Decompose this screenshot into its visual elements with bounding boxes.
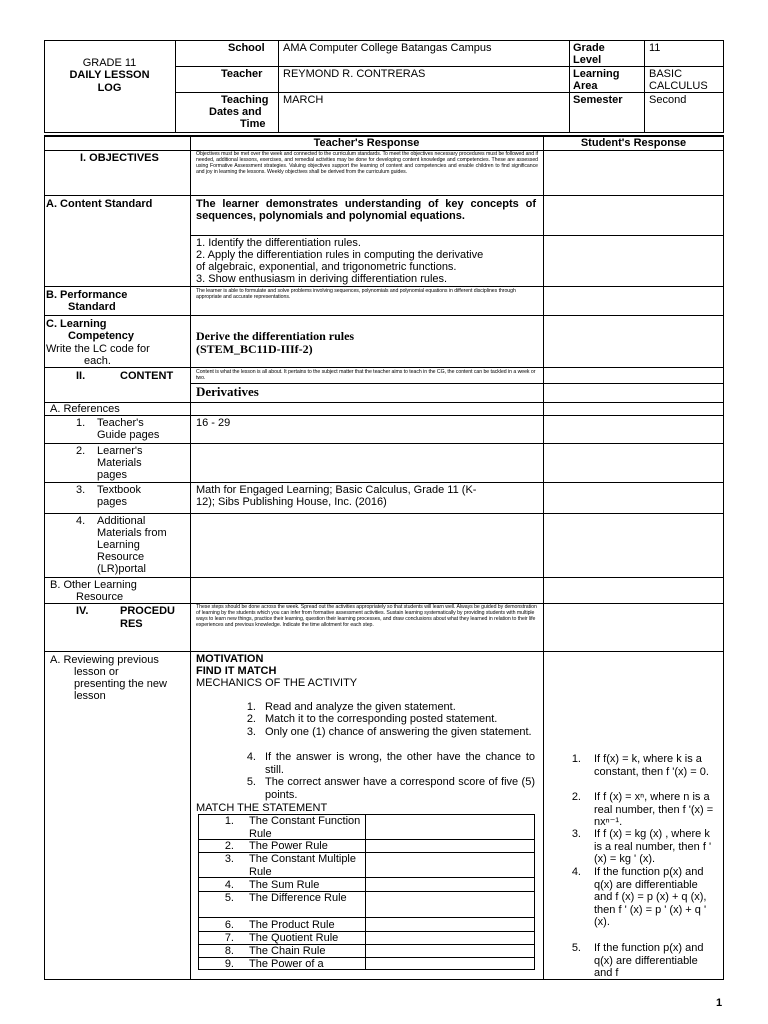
rule-item: The Constant Function Rule: [249, 815, 361, 840]
rule-num-4: 4.: [224, 879, 234, 891]
other-resource-label-1: B. Other Learning: [50, 579, 137, 591]
area-value-2: CALCULUS: [649, 80, 708, 92]
rule-num-7: 7.: [224, 932, 234, 944]
school-label: School: [228, 42, 265, 54]
am-label-2: Materials from: [97, 527, 167, 539]
rule-item: The Constant Multiple Rule: [249, 853, 356, 878]
competency-code: (STEM_BC11D-IIIf-2): [196, 342, 313, 356]
procedures-num: IV.: [76, 605, 89, 617]
rule-item: The Product Rule: [249, 919, 335, 931]
lm-label-3: pages: [97, 469, 127, 481]
am-num: 4.: [76, 515, 86, 527]
school-value: AMA Computer College Batangas Campus: [283, 42, 492, 54]
target-3: of algebraic, exponential, and trigonometric functions.: [196, 261, 457, 273]
rule-item: The Difference Rule: [249, 892, 347, 904]
student-num-1: 1.: [571, 753, 581, 765]
student-num-5: 5.: [571, 942, 581, 954]
tb-value-1: Math for Engaged Learning; Basic Calculus, Grade 11 (K-: [196, 484, 477, 496]
step-num-4: 4.: [246, 751, 256, 763]
am-label-4: Resource: [97, 551, 145, 563]
motivation-heading: MOTIVATION: [196, 653, 264, 665]
teacher-value: REYMOND R. CONTRERAS: [283, 68, 426, 80]
student-item: If f(x) = k, where k is a constant, then f '(x) = 0.: [594, 753, 709, 778]
tb-num: 3.: [76, 484, 86, 496]
target-1: 1. Identify the differentiation rules.: [196, 237, 361, 249]
procedures-label-1: PROCEDU: [120, 605, 176, 617]
find-it-match-heading: FIND IT MATCH: [196, 665, 277, 677]
tb-label-2: pages: [97, 496, 127, 508]
mechanics-step: Read and analyze the given statement.: [265, 701, 456, 713]
dates-value: MARCH: [283, 94, 324, 106]
tg-label-1: Teacher's: [97, 417, 144, 429]
step-num-2: 2.: [246, 713, 256, 725]
tg-label-2: Guide pages: [97, 429, 160, 441]
content-label: CONTENT: [120, 370, 174, 382]
competency-text-1: Derive the differentiation rules: [196, 329, 355, 343]
review-label-3: presenting the new: [74, 678, 167, 690]
procedures-note: These steps should be done across the week. Spread out the activities appropriately so that students will learn well. Always be guided by demonstration of learning by the students which you can infer from formative assessment activities. Sustain learning systematically by providing students with multiple ways to learn new things, practice their learning, question their learning processes, and draw conclusions about what they learned in relation to their life experiences and previous knowledge. Indicate the time allotment for each step.: [196, 604, 537, 629]
student-item: If f (x) = xⁿ, where n is a real number, then f '(x) = nxⁿ⁻¹.: [594, 791, 714, 828]
am-label-3: Learning: [97, 539, 140, 551]
page-number: 1: [716, 997, 723, 1009]
objectives-label: I. OBJECTIVES: [80, 152, 159, 164]
competency-label-2: Competency: [68, 330, 135, 342]
grade-level-value: 11: [649, 42, 661, 54]
grade-level-label-2: Level: [573, 54, 602, 66]
target-4: 3. Show enthusiasm in deriving differentiation rules.: [196, 273, 448, 285]
competency-label-3: Write the LC code for: [46, 343, 150, 355]
review-label-2: lesson or: [74, 666, 119, 678]
rule-item: The Power Rule: [249, 840, 328, 852]
mechanics-step: Match it to the corresponding posted statement.: [265, 713, 498, 725]
content-label-num: II.: [76, 370, 86, 382]
rule-item: The Sum Rule: [249, 879, 320, 891]
mechanics-step: Only one (1) chance of answering the given statement.: [265, 726, 532, 738]
grade-level-label-1: Grade: [573, 42, 605, 54]
references-label: A. References: [50, 403, 120, 415]
log-title-2: LOG: [97, 82, 122, 94]
rule-item: The Chain Rule: [249, 945, 326, 957]
student-response-header: Student's Response: [580, 137, 687, 149]
lm-num: 2.: [76, 445, 86, 457]
rule-item: The Quotient Rule: [249, 932, 339, 944]
student-item: If the function p(x) and q(x) are differentiable and f (x) = p (x) + q (x), then f ' (x) = p ' (x) + q ' (x).: [594, 866, 707, 928]
content-standard-label: A. Content Standard: [46, 198, 153, 210]
rule-num-6: 6.: [224, 919, 234, 931]
dates-label-1: Teaching: [221, 94, 269, 106]
rule-num-1: 1.: [224, 815, 234, 827]
rule-num-3: 3.: [224, 853, 234, 865]
mechanics-step: If the answer is wrong, the other have the chance to still.: [265, 751, 535, 776]
tg-num: 1.: [76, 417, 86, 429]
rule-num-9: 9.: [224, 958, 234, 970]
rule-item: The Power of a: [249, 958, 324, 970]
tb-label-1: Textbook: [97, 484, 142, 496]
performance-text: The learner is able to formulate and solve problems involving sequences, polynomials and polynomial equations in different disciplines through appropriate and accurate representations.: [196, 288, 516, 301]
tg-value: 16 - 29: [196, 417, 231, 429]
procedures-label-2: RES: [120, 618, 143, 630]
dates-label-3: Time: [240, 118, 266, 130]
performance-label-1: B. Performance: [46, 289, 128, 301]
objectives-note: Objectives must be met over the week and connected to the curriculum standards. To meet the objectives necessary procedures must be followed and if needed, additional lessons, exercises, and remedial activities may be done for developing content knowledge and competencies. These are assessed using Formative Assessment strategies. Valuing objectives support the learning of content and competencies and enable children to find significance and joy in learning the lessons. Weekly objectives shall be derived from the curriculum guides.: [196, 151, 538, 176]
content-standard-text: The learner demonstrates understanding of key concepts of sequences, polynomials and polynomial equations.: [196, 198, 536, 222]
student-num-4: 4.: [571, 866, 581, 878]
content-title: Derivatives: [196, 384, 259, 399]
review-label-1: A. Reviewing previous: [50, 654, 159, 666]
lm-label-1: Learner's: [97, 445, 143, 457]
performance-label-2: Standard: [68, 301, 116, 313]
lm-label-2: Materials: [97, 457, 142, 469]
student-num-2: 2.: [571, 791, 581, 803]
competency-label-1: C. Learning: [46, 318, 107, 330]
student-item: If f (x) = kg (x) , where k is a real number, then f ' (x) = kg ' (x).: [594, 828, 712, 865]
match-title: MATCH THE STATEMENT: [196, 802, 328, 814]
rule-num-2: 2.: [224, 840, 234, 852]
mechanics-heading: MECHANICS OF THE ACTIVITY: [196, 677, 358, 689]
semester-value: Second: [649, 94, 687, 106]
log-title-1: DAILY LESSON: [69, 69, 150, 81]
review-label-4: lesson: [74, 690, 106, 702]
mechanics-step: The correct answer have a correspond score of five (5) points.: [265, 776, 535, 801]
rule-num-8: 8.: [224, 945, 234, 957]
am-label-1: Additional: [97, 515, 146, 527]
teacher-label: Teacher: [221, 68, 263, 80]
area-label-2: Area: [573, 80, 598, 92]
step-num-5: 5.: [246, 776, 256, 788]
content-note: Content is what the lesson is all about. It pertains to the subject matter that the teacher aims to teach in the CG, the content can be tackled in a week or two.: [196, 369, 536, 382]
target-2: 2. Apply the differentiation rules in computing the derivative: [196, 249, 484, 261]
student-item: If the function p(x) and q(x) are differentiable and f: [594, 942, 704, 979]
tb-value-2: 12); Sibs Publishing House, Inc. (2016): [196, 496, 387, 508]
rule-num-5: 5.: [224, 892, 234, 904]
step-num-1: 1.: [246, 701, 256, 713]
semester-label: Semester: [573, 94, 623, 106]
am-label-5: (LR)portal: [97, 563, 146, 575]
competency-label-4: each.: [84, 355, 111, 367]
student-num-3: 3.: [571, 828, 581, 840]
dates-label-2: Dates and: [209, 106, 262, 118]
grade-label: GRADE 11: [82, 57, 137, 69]
step-num-3: 3.: [246, 726, 256, 738]
teacher-response-header: Teacher's Response: [313, 137, 420, 149]
other-resource-label-2: Resource: [76, 591, 124, 603]
area-value-1: BASIC: [649, 68, 683, 80]
area-label-1: Learning: [573, 68, 620, 80]
